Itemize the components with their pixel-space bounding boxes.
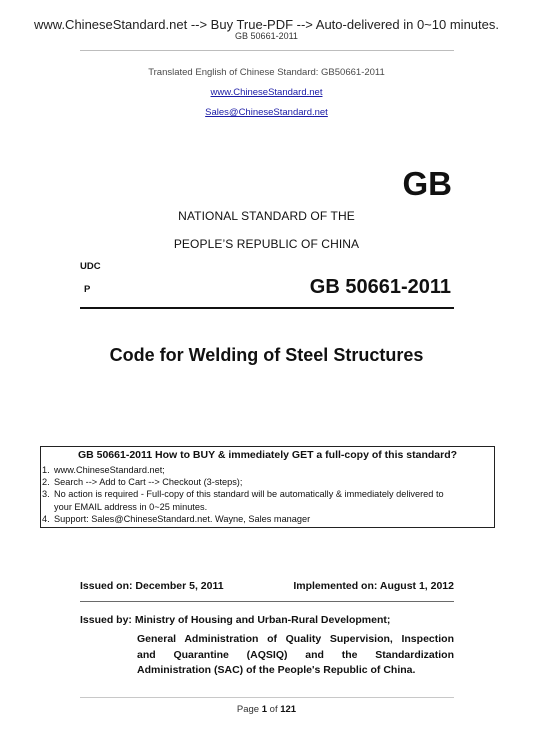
list-item-text[interactable]: Support: Sales@ChineseStandard.net. Wayne, Sales manager [54, 513, 311, 524]
issuing-agency [137, 632, 454, 679]
list-item-text[interactable]: www.ChineseStandard.net; [54, 465, 165, 475]
purchase-info-box [40, 446, 495, 528]
translation-note: Translated English of Chinese Standard: GB50661-2011 [148, 67, 385, 78]
website-link[interactable]: www.ChineseStandard.net [210, 87, 323, 98]
page-prefix: Page [236, 704, 260, 715]
purchase-info-heading: GB 50661-2011 How to BUY & immediately GET a full-copy of this standard? [77, 449, 458, 461]
list-item-continuation: your EMAIL address in 0~25 minutes. [54, 501, 208, 512]
udc-label: UDC [80, 261, 101, 272]
page-indicator [0, 704, 533, 715]
purchase-steps-list [42, 464, 492, 525]
national-standard-line-1: NATIONAL STANDARD OF THE [178, 209, 355, 223]
page-number: 1 [261, 704, 268, 715]
issued-by-line: Issued by: Ministry of Housing and Urban-Rural Development; [80, 614, 391, 626]
implemented-on-date: Implemented on: August 1, 2012 [293, 580, 454, 592]
issuing-agency-line-2: and Quarantine (AQSIQ) and the Standardization [137, 648, 454, 661]
issuing-agency-line-1: General Administration of Quality Supervision, Inspection [137, 633, 454, 645]
list-item-number: 3. [42, 489, 50, 500]
list-item-number: 1. [42, 465, 50, 475]
header-standard-code: GB 50661-2011 [235, 31, 298, 41]
list-item-number: 2. [42, 477, 50, 488]
dates-divider [80, 601, 454, 602]
issuing-agency-line-3: Administration (SAC) of the People's Republic of China. [137, 664, 416, 676]
p-label: P [84, 284, 91, 295]
list-item [42, 513, 492, 525]
standard-number: GB 50661-2011 [309, 276, 451, 298]
site-banner: www.ChineseStandard.net --> Buy True-PDF --> Auto-delivered in 0~10 minutes. [34, 17, 499, 32]
page-total: 121 [280, 704, 297, 715]
list-item [42, 476, 492, 488]
sales-email-link[interactable]: Sales@ChineseStandard.net [205, 107, 328, 118]
list-item [42, 488, 492, 500]
list-item-text: Search --> Add to Cart --> Checkout (3-steps); [54, 477, 243, 488]
list-item-number: 4. [42, 513, 50, 524]
footer-divider [80, 697, 454, 698]
issued-on-date: Issued on: December 5, 2011 [80, 580, 224, 592]
header-divider [80, 50, 454, 51]
list-item [42, 464, 492, 476]
list-item-text: No action is required - Full-copy of this standard will be automatically & immediately delivered to [54, 489, 444, 500]
page-of: of [269, 704, 278, 715]
document-title: Code for Welding of Steel Structures [109, 345, 424, 365]
gb-mark: GB [402, 165, 452, 202]
national-standard-line-2: PEOPLE’S REPUBLIC OF CHINA [173, 237, 360, 251]
standard-divider [80, 307, 454, 309]
